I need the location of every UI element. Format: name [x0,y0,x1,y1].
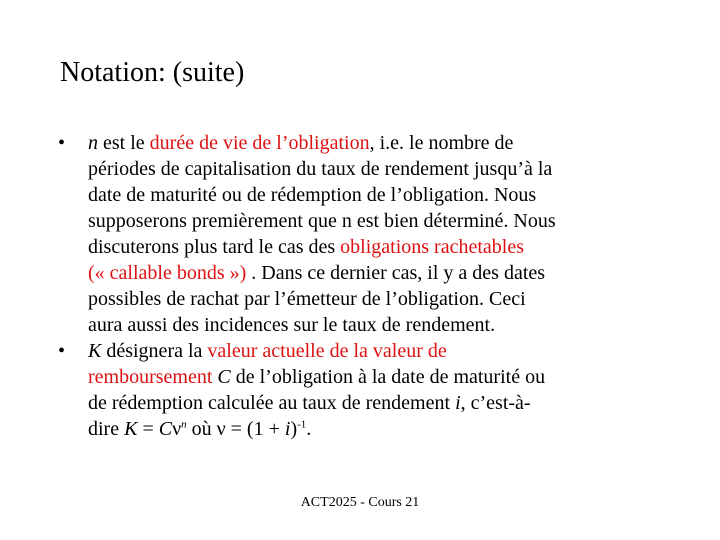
math-symbol: C [158,418,173,440]
text-line [88,338,656,364]
text-run: de l’obligation à la date de maturité ou [230,366,546,388]
bullet-list [56,130,656,442]
slide-footer: ACT2025 - Cours 21 [300,495,420,510]
text-run: possibles de rachat par l’émetteur de l’obligation. Ceci [88,288,526,310]
text-run: = (1 + [225,418,285,440]
math-symbol: i [284,418,291,440]
highlighted-term: remboursement [88,366,218,388]
text-run: aura aussi des incidences sur le taux de rendement. [88,314,496,336]
text-run: de rédemption calculée au taux de rendement [88,392,456,414]
bullet-text [88,338,656,442]
superscript: -1 [297,418,307,431]
bullet-item-duration [56,130,656,338]
math-symbol: i [455,392,461,414]
text-run: ) [290,418,298,440]
text-run: supposerons premièrement que n est bien déterminé. Nous [88,210,556,232]
text-run: date de maturité ou de rédemption de l’obligation. Nous [88,184,537,206]
superscript: n [181,418,187,431]
text-run: . Dans ce dernier cas, il y a des dates [246,262,546,284]
text-line [88,182,656,208]
text-run: dire [88,418,125,440]
text-line [88,156,656,182]
text-run: . [306,418,312,440]
text-line [88,130,656,156]
highlighted-term: valeur actuelle de la valeur de [207,340,447,362]
text-line [88,364,656,390]
text-line [88,260,656,286]
highlighted-term: durée de vie de l’obligation [149,132,370,154]
slide-title: Notation: (suite) [60,57,245,88]
math-symbol: K [88,340,102,362]
text-run: discuterons plus tard le cas des [88,236,341,258]
math-symbol: n [88,132,98,154]
highlighted-term: (« callable bonds ») [88,262,247,284]
text-run: ν [172,418,182,440]
text-run: , i.e. le nombre de [369,132,514,154]
math-symbol: C [217,366,231,388]
text-run: , c’est-à- [460,392,531,414]
text-line [88,416,656,442]
text-run: désignera la [101,340,208,362]
math-symbol: K [124,418,138,440]
highlighted-term: obligations rachetables [340,236,524,258]
text-line [88,286,656,312]
text-run: = [137,418,159,440]
bullet-icon: • [58,132,66,154]
text-run: où [186,418,217,440]
text-line [88,208,656,234]
text-run: ν [216,418,226,440]
bullet-text [88,130,656,338]
text-run: est le [98,132,150,154]
text-line [88,312,656,338]
text-run: périodes de capitalisation du taux de rendement jusqu’à la [88,158,553,180]
text-line [88,234,656,260]
bullet-icon: • [58,340,66,362]
text-line [88,390,656,416]
bullet-item-present-value [56,338,656,442]
